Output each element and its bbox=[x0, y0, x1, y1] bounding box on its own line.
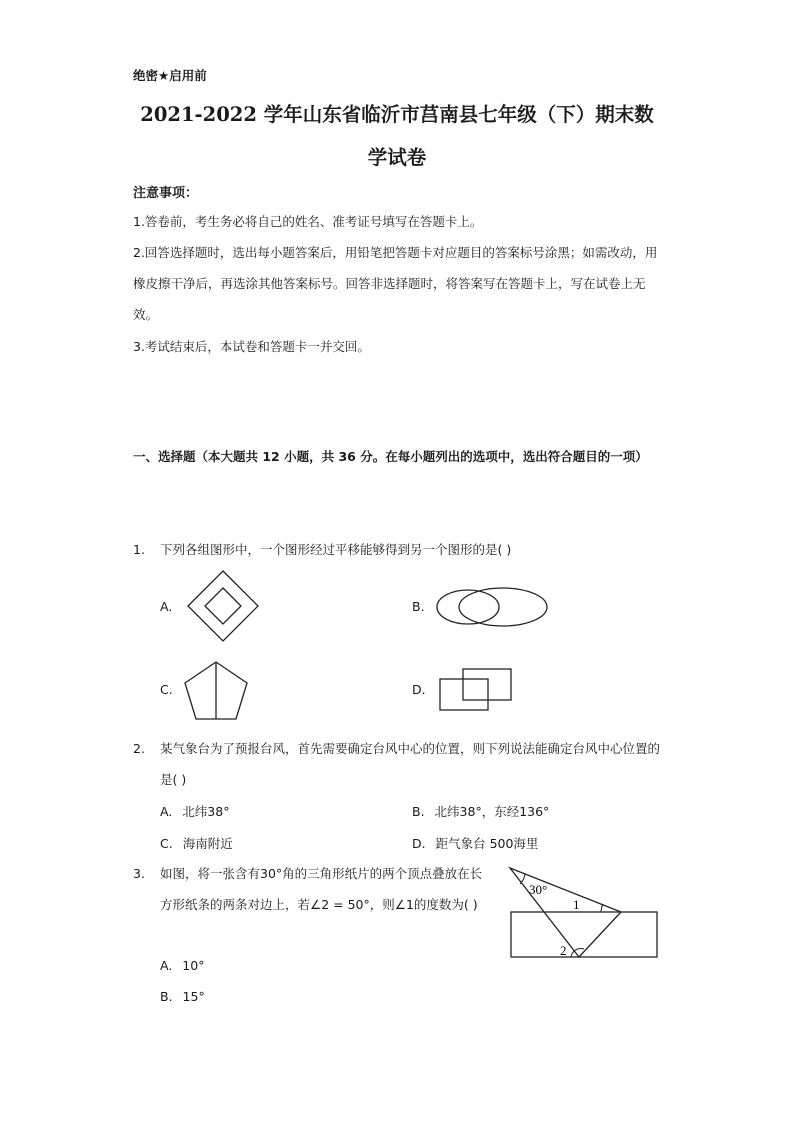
option-b bbox=[412, 802, 549, 820]
option-b bbox=[160, 989, 205, 1004]
option-label: D. bbox=[412, 682, 426, 697]
large-ellipse bbox=[459, 588, 547, 626]
question-3-figure bbox=[505, 862, 663, 962]
option-text: 10° bbox=[182, 958, 205, 973]
question-text: 如图，将一张含有30°角的三角形纸片的两个顶点叠放在长方形纸条的两条对边上，若∠2 = 50°，则∠1的度数为( ) bbox=[160, 866, 483, 912]
angle-30-arc bbox=[520, 874, 525, 884]
option-d-figure bbox=[437, 667, 515, 714]
section-heading: 一、选择题（本大题共 12 小题，共 36 分。在每小题列出的选项中，选出符合题目的一项） bbox=[133, 449, 648, 464]
option-text: 北纬38° bbox=[182, 804, 230, 819]
option-label: C. bbox=[160, 682, 173, 697]
option-b-figure bbox=[434, 586, 550, 628]
outer-square bbox=[188, 571, 258, 641]
option-text: 海南附近 bbox=[182, 836, 233, 851]
option-label: B. bbox=[412, 599, 425, 614]
option-a-figure bbox=[185, 568, 261, 644]
question-number: 2. bbox=[133, 741, 145, 756]
question-number: 1. bbox=[133, 542, 145, 557]
question-text: 下列各组图形中，一个图形经过平移能够得到另一个图形的是( ) bbox=[160, 542, 512, 557]
option-label: A. bbox=[160, 599, 173, 614]
rect-front bbox=[440, 679, 488, 710]
option-label: B. bbox=[412, 804, 425, 819]
page-title-line2: 学试卷 bbox=[367, 146, 427, 169]
rect-back bbox=[463, 669, 511, 700]
option-label: A. bbox=[160, 958, 173, 973]
option-c-figure bbox=[182, 660, 250, 722]
option-text: 15° bbox=[182, 989, 205, 1004]
paper-strip bbox=[511, 912, 657, 957]
option-label: D. bbox=[412, 836, 426, 851]
note-item-1: 1.答卷前，考生务必将自己的姓名、准考证号填写在答题卡上。 bbox=[133, 214, 483, 229]
inner-square bbox=[205, 588, 241, 624]
notes-heading: 注意事项： bbox=[133, 186, 199, 201]
angle-30-label: 30° bbox=[529, 882, 548, 897]
option-text: 距气象台 500海里 bbox=[435, 836, 539, 851]
option-c bbox=[160, 834, 233, 852]
option-d bbox=[412, 834, 538, 852]
note-item-2: 2.回答选择题时，选出每小题答案后，用铅笔把答题卡对应题目的答案标号涂黑；如需改动，用橡皮擦干净后，再选涂其他答案标号。回答非选择题时，将答案写在答题卡上，写在试卷上无效。 bbox=[133, 245, 658, 322]
option-text: 北纬38°，东经136° bbox=[434, 804, 550, 819]
angle-2-label: 2 bbox=[560, 943, 567, 958]
option-label: B. bbox=[160, 989, 173, 1004]
option-label: C. bbox=[160, 836, 173, 851]
option-a bbox=[160, 958, 204, 973]
question-number: 3. bbox=[133, 866, 145, 881]
option-a bbox=[160, 802, 229, 820]
note-item-3: 3.考试结束后，本试卷和答题卡一并交回。 bbox=[133, 339, 370, 354]
page-title-line1: 2021-2022 学年山东省临沂市莒南县七年级（下）期末数 bbox=[140, 103, 654, 126]
secret-label: 绝密★启用前 bbox=[133, 68, 207, 83]
angle-1-label: 1 bbox=[573, 897, 580, 912]
angle-1-arc bbox=[601, 904, 603, 912]
option-label: A. bbox=[160, 804, 173, 819]
question-text: 某气象台为了预报台风，首先需要确定台风中心的位置，则下列说法能确定台风中心位置的是( ) bbox=[160, 741, 661, 787]
